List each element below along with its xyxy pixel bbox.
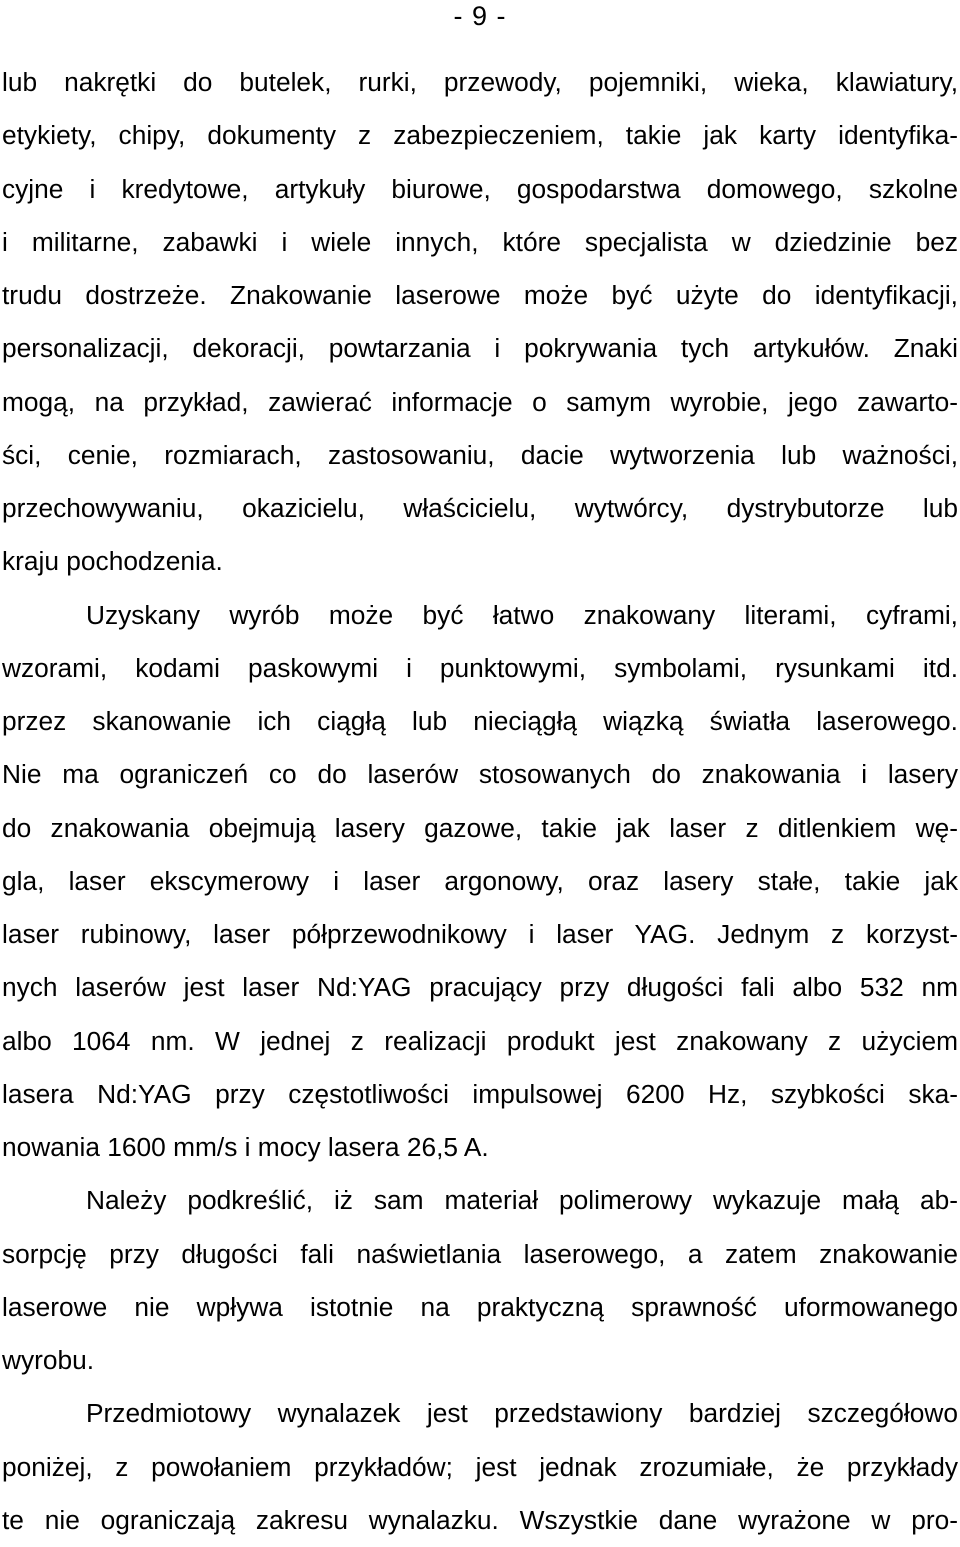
text-line: nych laserów jest laser Nd:YAG pracujący przy długości fali albo 532 nm [2, 972, 958, 1003]
text-line: sorpcję przy długości fali naświetlania laserowego, a zatem znakowanie [2, 1238, 958, 1269]
text-line: przez skanowanie ich ciągłą lub nieciągłą wiązką światła laserowego. [2, 706, 958, 736]
text-line: lasera Nd:YAG przy częstotliwości impulsowej 6200 Hz, szybkości ska- [2, 1078, 958, 1109]
page-number: - 9 - [453, 1, 507, 31]
text-line: Należy podkreślić, iż sam materiał polimerowy wykazuje małą ab- [86, 1185, 958, 1216]
text-line: laser rubinowy, laser półprzewodnikowy i laser YAG. Jednym z korzyst- [2, 919, 958, 949]
text-line: i militarne, zabawki i wiele innych, które specjalista w dziedzinie bez [2, 226, 958, 257]
document-body [2, 56, 958, 1547]
text-line: nowania 1600 mm/s i mocy lasera 26,5 A. [2, 1132, 489, 1162]
text-line: do znakowania obejmują lasery gazowe, takie jak laser z ditlenkiem wę- [2, 812, 958, 843]
text-line: wzorami, kodami paskowymi i punktowymi, symbolami, rysunkami itd. [2, 652, 958, 683]
text-line: trudu dostrzeże. Znakowanie laserowe może być użyte do identyfikacji, [2, 280, 958, 310]
text-line: kraju pochodzenia. [2, 546, 223, 577]
text-line: albo 1064 nm. W jednej z realizacji produkt jest znakowany z użyciem [2, 1025, 958, 1056]
text-line: etykiety, chipy, dokumenty z zabezpieczeniem, takie jak karty identyfika- [2, 120, 958, 151]
text-line: Uzyskany wyrób może być łatwo znakowany literami, cyframi, [86, 599, 958, 630]
text-line: poniżej, z powołaniem przykładów; jest jednak zrozumiałe, że przykłady [2, 1451, 958, 1482]
text-line: gla, laser ekscymerowy i laser argonowy, oraz lasery stałe, takie jak [2, 865, 958, 896]
text-line: cyjne i kredytowe, artykuły biurowe, gospodarstwa domowego, szkolne [2, 173, 958, 204]
text-line: laserowe nie wpływa istotnie na praktyczną sprawność uformowanego [2, 1291, 958, 1322]
text-line: lub nakrętki do butelek, rurki, przewody, pojemniki, wieka, klawiatury, [2, 67, 958, 97]
text-line: ści, cenie, rozmiarach, zastosowaniu, dacie wytworzenia lub ważności, [2, 439, 958, 470]
text-line: przechowywaniu, okazicielu, właścicielu, wytwórcy, dystrybutorze lub [2, 493, 958, 523]
text-line: Przedmiotowy wynalazek jest przedstawiony bardziej szczegółowo [86, 1398, 958, 1429]
text-line: Nie ma ograniczeń co do laserów stosowanych do znakowania i lasery [2, 759, 958, 790]
text-line: mogą, na przykład, zawierać informacje o samym wyrobie, jego zawarto- [2, 386, 958, 417]
text-line: personalizacji, dekoracji, powtarzania i pokrywania tych artykułów. Znaki [2, 333, 958, 364]
text-line: wyrobu. [2, 1345, 95, 1375]
text-line: te nie ograniczają zakresu wynalazku. Wszystkie dane wyrażone w pro- [2, 1504, 958, 1535]
